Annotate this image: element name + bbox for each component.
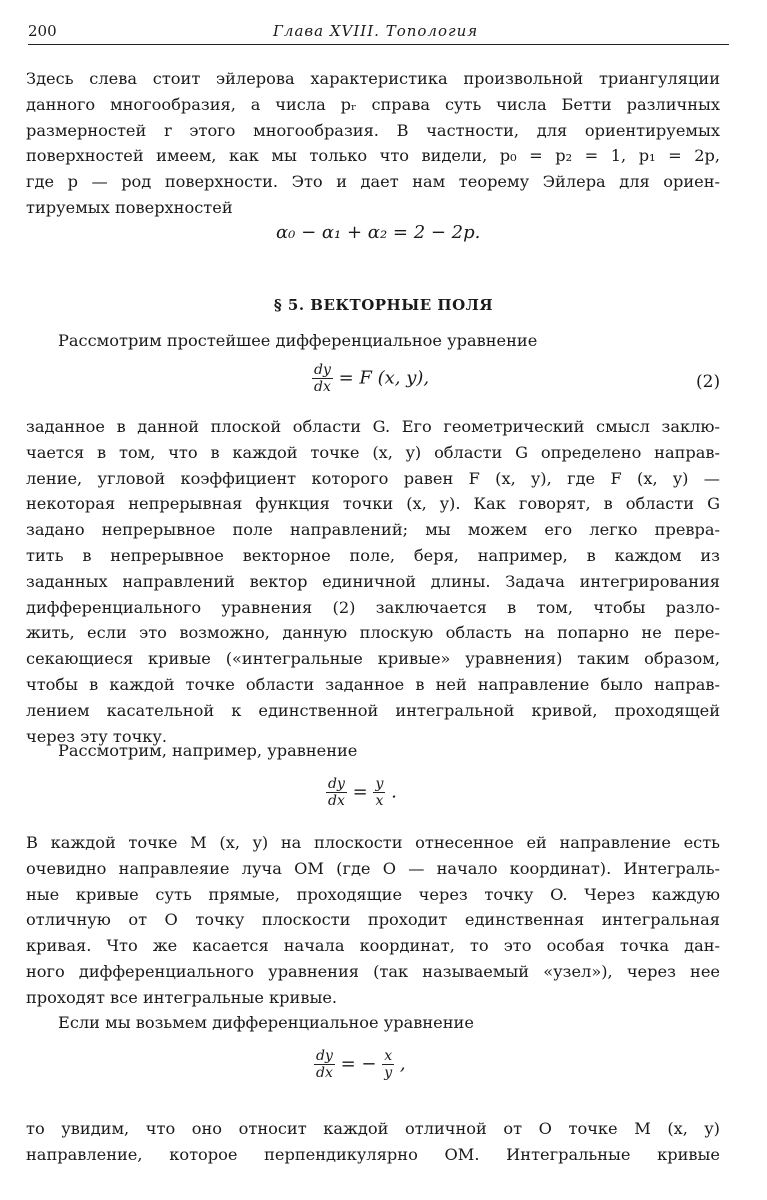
- equation-number: (2): [696, 372, 721, 392]
- text-line: то увидим, что оно относит каждой отличной от O точке M (x, y): [26, 1119, 720, 1138]
- fraction-numerator: dy: [316, 1048, 333, 1064]
- text-line: чтобы в каждой точке области заданное в ней направление было направ-: [26, 674, 720, 694]
- text-line: где p — род поверхности. Это и дает нам теорему Эйлера для ориен-: [26, 172, 720, 192]
- text-line: лением касательной к единственной интегральной кривой, проходящей: [26, 700, 720, 720]
- running-head: Глава XVIII. Топология: [273, 22, 479, 40]
- text-line: очевидно направлеяие луча OM (где O — начало координат). Интеграль-: [26, 858, 720, 878]
- text-line: заданных направлений вектор единичной длины. Задача интегрирования: [26, 571, 720, 591]
- text-line: чается в том, что в каждой точке (x, y) области G определено направ-: [26, 442, 720, 462]
- paragraph-euler-characteristic: [26, 66, 720, 221]
- fraction-dy-dx: [326, 776, 347, 809]
- fraction-denominator: dx: [314, 379, 331, 395]
- equation-center: [314, 1048, 406, 1081]
- fraction-numerator: dy: [328, 776, 345, 792]
- equation-2: [312, 362, 429, 395]
- equation-tail: .: [391, 781, 397, 803]
- text-line: проходят все интегральные кривые.: [26, 987, 338, 1007]
- text-line: дифференциального уравнения (2) заключается в том, чтобы разло-: [26, 597, 720, 617]
- paragraph-perpendicular: [26, 1116, 720, 1168]
- fraction-denominator: dx: [316, 1065, 333, 1081]
- formula-euler: α₀ − α₁ + α₂ = 2 − 2p.: [276, 222, 481, 243]
- paragraph-second-example-intro: [58, 1010, 698, 1036]
- text-line: поверхностей имеем, как мы только что видели, p₀ = p₂ = 1, p₁ = 2p,: [26, 146, 720, 166]
- fraction-y-x: [373, 776, 385, 809]
- text-line: отличную от O точку плоскости проходит единственная интегральная: [26, 910, 720, 930]
- text-line: ного дифференциального уравнения (так называемый «узел»), через нее: [26, 961, 720, 981]
- fraction-denominator: x: [375, 793, 384, 809]
- text-line: тируемых поверхностей: [26, 197, 233, 217]
- text-line: направление, которое перпендикулярно OM. Интегральные кривые: [26, 1144, 720, 1164]
- text-line: Рассмотрим, например, уравнение: [58, 741, 358, 760]
- text-line: ные кривые суть прямые, проходящие через точку O. Через каждую: [26, 884, 720, 904]
- text-line: Здесь слева стоит эйлерова характеристика произвольной триангуляции: [26, 69, 720, 88]
- fraction-numerator: dy: [314, 362, 331, 378]
- page-number: 200: [28, 22, 57, 40]
- section-title: § 5. ВЕКТОРНЫЕ ПОЛЯ: [273, 296, 494, 314]
- text-line: ление, угловой коэффициент которого равен F (x, y), где F (x, y) —: [26, 468, 720, 488]
- paragraph-example-intro: [58, 738, 698, 764]
- text-line: тить в непрерывное векторное поле, беря, например, в каждом из: [26, 545, 720, 565]
- fraction-denominator: dx: [328, 793, 345, 809]
- fraction-denominator: y: [384, 1065, 393, 1081]
- equation-rhs: = F (x, y),: [338, 367, 430, 389]
- fraction-x-y: [382, 1048, 394, 1081]
- fraction-dy-dx: [312, 362, 333, 395]
- equals-sign: =: [352, 781, 368, 803]
- text-line: Рассмотрим простейшее дифференциальное уравнение: [58, 331, 538, 350]
- text-line: данного многообразия, а числа pᵣ справа суть числа Бетти различных: [26, 94, 720, 114]
- text-line: размерностей r этого многообразия. В частности, для ориентируемых: [26, 120, 720, 140]
- paragraph-direction-field: [26, 414, 720, 749]
- paragraph-intro-ode: [58, 328, 698, 354]
- header-rule: [28, 44, 729, 45]
- fraction-dy-dx: [314, 1048, 335, 1081]
- text-line: задано непрерывное поле направлений; мы можем его легко превра-: [26, 520, 720, 540]
- text-line: секающиеся кривые («интегральные кривые» уравнения) таким образом,: [26, 649, 720, 669]
- text-line: через эту точку.: [26, 726, 168, 746]
- text-line: В каждой точке M (x, y) на плоскости отнесенное ей направление есть: [26, 833, 720, 852]
- fraction-numerator: x: [384, 1048, 393, 1064]
- text-line: Если мы возьмем дифференциальное уравнение: [58, 1013, 474, 1032]
- fraction-numerator: y: [375, 776, 384, 792]
- text-line: жить, если это возможно, данную плоскую область на попарно не пере-: [26, 623, 720, 643]
- text-line: кривая. Что же касается начала координат, то это особая точка дан-: [26, 936, 720, 956]
- equation-tail: ,: [399, 1053, 406, 1075]
- equals-minus-sign: = −: [340, 1053, 377, 1075]
- paragraph-node-example: [26, 830, 720, 1011]
- page-header: [28, 22, 729, 46]
- text-line: некоторая непрерывная функция точки (x, y). Как говорят, в области G: [26, 494, 720, 514]
- equation-node: [326, 776, 397, 809]
- text-line: заданное в данной плоской области G. Его геометрический смысл заклю-: [26, 417, 720, 436]
